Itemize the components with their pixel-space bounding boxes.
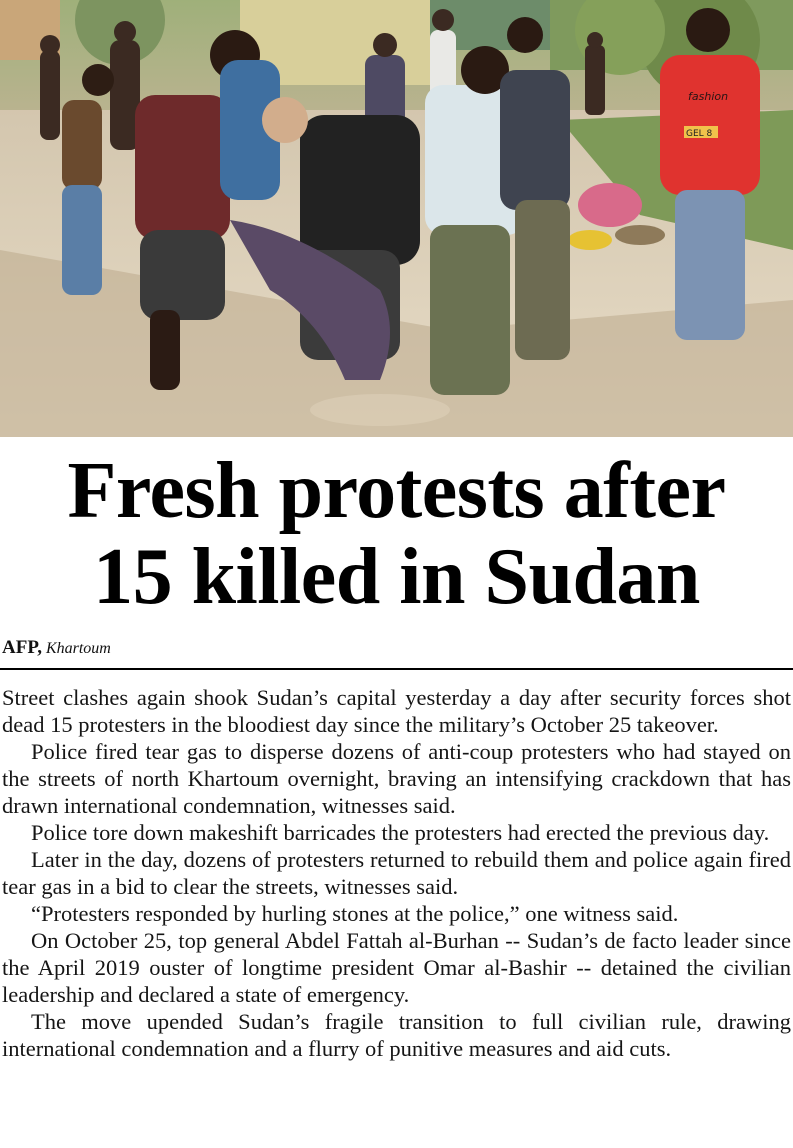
byline-agency: AFP,	[2, 637, 42, 658]
headline-line-2: 15 killed in Sudan	[93, 533, 700, 621]
byline	[2, 636, 111, 661]
paragraph: “Protesters responded by hurling stones at the police,” one witness said.	[31, 901, 679, 926]
protest-photo-illustration	[0, 0, 793, 437]
news-photo	[0, 0, 793, 437]
byline-place: Khartoum	[45, 640, 111, 657]
headline-line-1: Fresh protests after	[67, 447, 726, 535]
paragraph: Police tore down makeshift barricades the protesters had erected the previous day.	[31, 820, 770, 845]
paragraph: Street clashes again shook Sudan’s capital yesterday a day after security forces shot dead 15 protesters in the bloodiest day since the military’s October 25 takeover.	[2, 685, 791, 737]
paragraph: Later in the day, dozens of protesters returned to rebuild them and police again fired tear gas in a bid to clear the streets, witnesses said.	[2, 847, 791, 899]
headline	[0, 448, 793, 620]
divider-rule	[0, 668, 793, 670]
shirt-text-fashion: fashion	[688, 90, 729, 103]
paragraph: The move upended Sudan’s fragile transition to full civilian rule, drawing international condemnation and a flurry of punitive measures and aid cuts.	[2, 1009, 791, 1061]
paragraph: Police fired tear gas to disperse dozens of anti-coup protesters who had stayed on the streets of north Khartoum overnight, braving an intensifying crackdown that has drawn international condemnation, witnesses said.	[2, 739, 791, 818]
shirt-text-gel: GEL 8	[686, 129, 713, 139]
paragraph: On October 25, top general Abdel Fattah al-Burhan -- Sudan’s de facto leader since the April 2019 ouster of longtime president Omar al-Bashir -- detained the civilian leadership and declared a state of emergency.	[2, 928, 791, 1007]
article-body	[2, 684, 791, 1062]
